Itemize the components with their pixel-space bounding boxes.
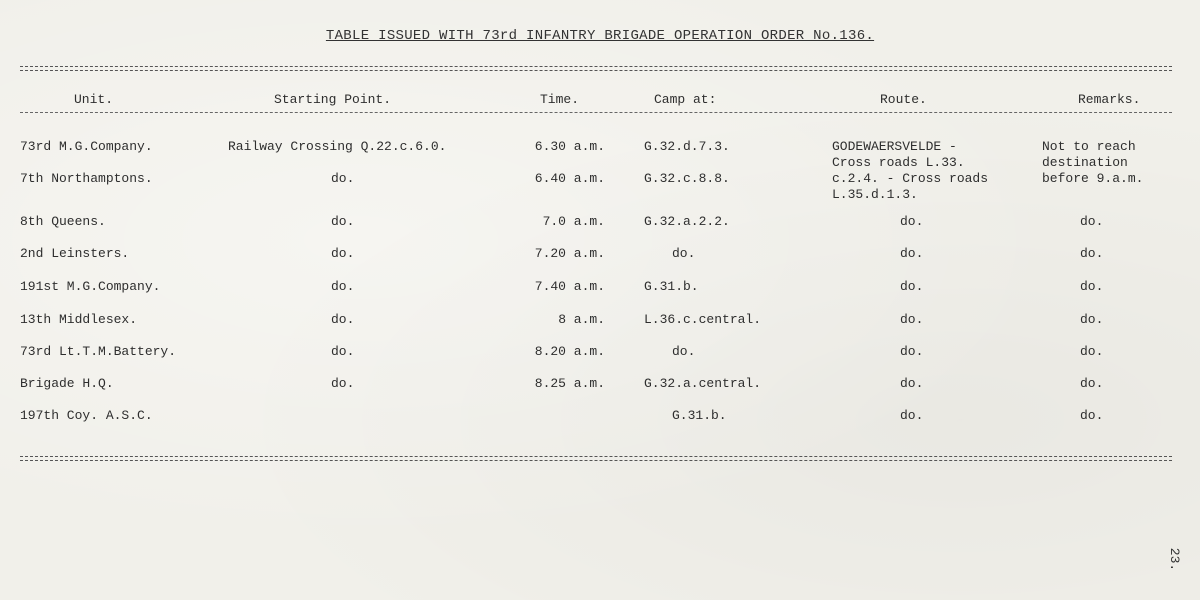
cell-remarks: do. <box>1080 246 1104 261</box>
cell-starting-point: do. <box>331 279 355 294</box>
cell-route: do. <box>900 214 924 229</box>
header-unit: Unit. <box>74 92 114 107</box>
cell-starting-point: do. <box>331 312 355 327</box>
cell-remarks: do. <box>1080 312 1104 327</box>
cell-time: 8 a.m. <box>558 312 605 327</box>
cell-time: 8.25 a.m. <box>534 376 605 391</box>
cell-starting-point: do. <box>331 214 355 229</box>
cell-unit: 13th Middlesex. <box>20 312 138 327</box>
cell-unit: 197th Coy. A.S.C. <box>20 408 153 423</box>
route-line-1: GODEWAERSVELDE - <box>832 139 957 154</box>
cell-starting-point: do. <box>331 246 355 261</box>
cell-time: 6.40 a.m. <box>534 171 605 186</box>
cell-camp: G.32.d.7.3. <box>644 139 730 154</box>
remarks-line-1: Not to reach <box>1042 139 1136 154</box>
cell-unit: 191st M.G.Company. <box>20 279 161 294</box>
cell-camp: do. <box>672 344 696 359</box>
cell-starting-point: do. <box>331 344 355 359</box>
cell-unit: 2nd Leinsters. <box>20 246 130 261</box>
cell-remarks: do. <box>1080 376 1104 391</box>
cell-time: 7.0 a.m. <box>542 214 605 229</box>
header-rule <box>20 112 1172 113</box>
bottom-double-rule <box>20 456 1172 461</box>
cell-camp: G.32.a.2.2. <box>644 214 730 229</box>
cell-camp: G.32.a.central. <box>644 376 762 391</box>
cell-camp: G.31.b. <box>672 408 727 423</box>
cell-unit: Brigade H.Q. <box>20 376 114 391</box>
cell-unit: 8th Queens. <box>20 214 106 229</box>
header-time: Time. <box>540 92 580 107</box>
page-number: 23. <box>1166 547 1182 572</box>
cell-unit: 73rd M.G.Company. <box>20 139 153 154</box>
cell-time: 7.40 a.m. <box>534 279 605 294</box>
cell-route: do. <box>900 279 924 294</box>
document-title: TABLE ISSUED WITH 73rd INFANTRY BRIGADE OPERATION ORDER No.136. <box>325 28 875 44</box>
remarks-line-3: before 9.a.m. <box>1042 171 1144 186</box>
route-line-4: L.35.d.1.3. <box>832 187 918 202</box>
header-route: Route. <box>880 92 927 107</box>
cell-route: do. <box>900 312 924 327</box>
cell-time: 6.30 a.m. <box>534 139 605 154</box>
route-line-2: Cross roads L.33. <box>832 155 965 170</box>
cell-route: do. <box>900 408 924 423</box>
cell-remarks: do. <box>1080 344 1104 359</box>
cell-route: do. <box>900 344 924 359</box>
cell-camp: do. <box>672 246 696 261</box>
cell-time: 7.20 a.m. <box>534 246 605 261</box>
header-remarks: Remarks. <box>1078 92 1141 107</box>
route-line-3: c.2.4. - Cross roads <box>832 171 989 186</box>
header-starting-point: Starting Point. <box>274 92 392 107</box>
cell-time: 8.20 a.m. <box>534 344 605 359</box>
cell-camp: G.31.b. <box>644 279 699 294</box>
cell-camp: G.32.c.8.8. <box>644 171 730 186</box>
top-double-rule <box>20 66 1172 71</box>
cell-remarks: do. <box>1080 214 1104 229</box>
cell-unit: 7th Northamptons. <box>20 171 153 186</box>
cell-starting-point: do. <box>331 171 355 186</box>
header-camp: Camp at: <box>654 92 717 107</box>
cell-starting-point: do. <box>331 376 355 391</box>
cell-remarks: do. <box>1080 408 1104 423</box>
cell-remarks: do. <box>1080 279 1104 294</box>
remarks-line-2: destination <box>1042 155 1128 170</box>
cell-camp: L.36.c.central. <box>644 312 762 327</box>
cell-route: do. <box>900 376 924 391</box>
cell-route: do. <box>900 246 924 261</box>
cell-unit: 73rd Lt.T.M.Battery. <box>20 344 177 359</box>
cell-starting-point: Railway Crossing Q.22.c.6.0. <box>228 139 447 154</box>
